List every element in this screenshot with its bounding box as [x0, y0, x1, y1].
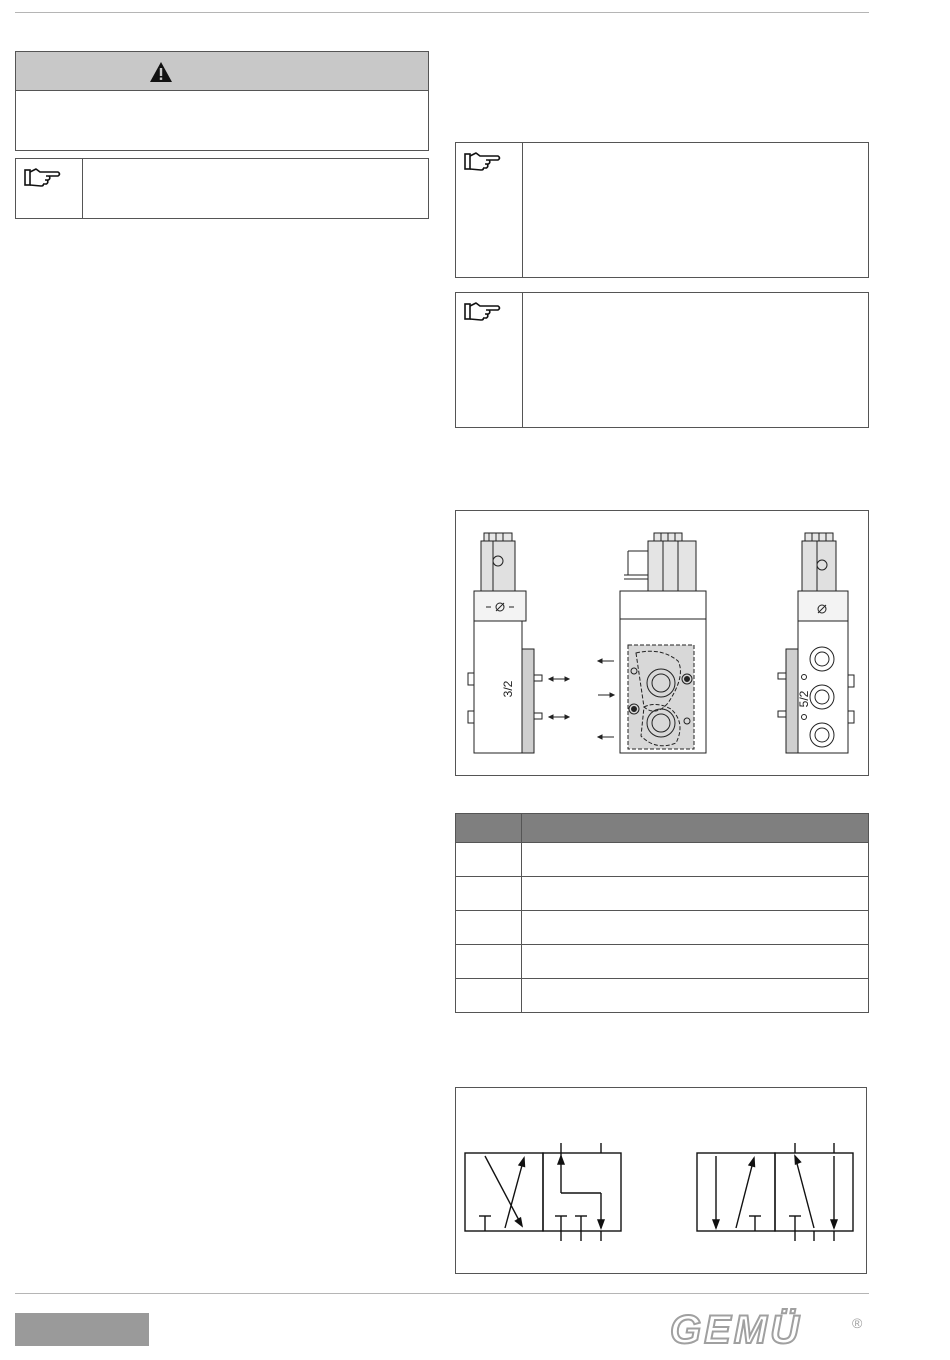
note-icon-cell: [16, 159, 83, 218]
note-icon-cell: [456, 143, 523, 277]
pointing-hand-icon: [24, 166, 62, 188]
warning-header: [15, 51, 429, 91]
right-view-label: 5/2: [797, 690, 811, 708]
pointing-hand-icon: [464, 300, 502, 322]
symbol-5-2-valve: [697, 1143, 853, 1241]
table-cell: [456, 843, 522, 877]
note-box: [455, 292, 869, 428]
ports-table: [455, 813, 869, 1013]
left-view-label: 3/2: [501, 680, 515, 698]
header-rule: [15, 12, 869, 13]
front-view: [598, 533, 706, 753]
symbol-3-2-valve: [465, 1143, 621, 1241]
warning-body: [15, 90, 429, 151]
table-cell: [522, 877, 869, 911]
table-cell: [456, 979, 522, 1013]
valve-views-drawing: [456, 511, 868, 775]
table-cell: [522, 843, 869, 877]
table-cell: [522, 911, 869, 945]
table-row: [456, 843, 869, 877]
gemu-logo: [668, 1308, 868, 1357]
valve-drawing-figure: [455, 510, 869, 776]
note-icon-cell: [456, 293, 523, 427]
table-row: [456, 911, 869, 945]
table-header-row: [456, 814, 869, 843]
valve-circuit-symbols: [456, 1088, 866, 1273]
table-row: [456, 945, 869, 979]
registered-mark: ®: [852, 1315, 863, 1331]
footer-page-bar: [15, 1313, 149, 1346]
logo-text: GEMÜ: [670, 1308, 802, 1352]
table-header-cell: [522, 814, 869, 843]
table-header-cell: [456, 814, 522, 843]
pointing-hand-icon: [464, 150, 502, 172]
footer-rule: [15, 1293, 869, 1294]
table-cell: [522, 945, 869, 979]
table-row: [456, 979, 869, 1013]
valve-symbol-figure: [455, 1087, 867, 1274]
table-cell: [456, 945, 522, 979]
right-side-view: [778, 533, 854, 753]
table-cell: [522, 979, 869, 1013]
note-box: [15, 158, 429, 219]
warning-triangle-icon: [149, 61, 173, 83]
table-cell: [456, 877, 522, 911]
note-box: [455, 142, 869, 278]
left-side-view: [468, 533, 569, 753]
table-row: [456, 877, 869, 911]
table-cell: [456, 911, 522, 945]
